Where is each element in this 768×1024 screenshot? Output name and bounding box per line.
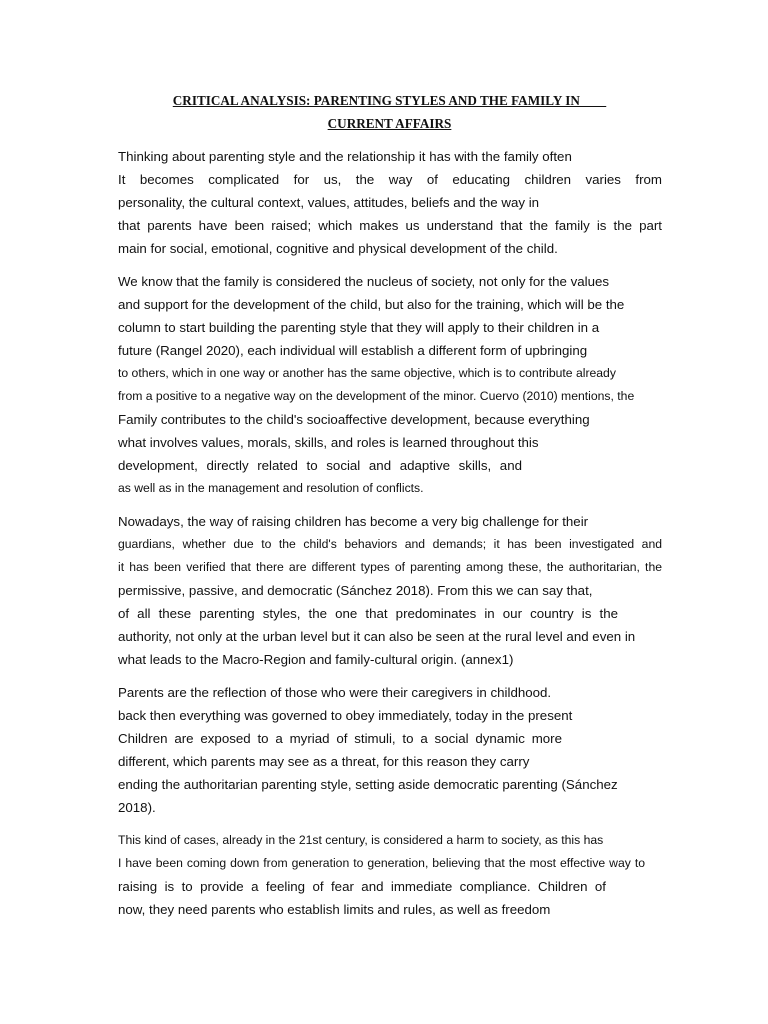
text-line: guardians, whether due to the child's behaviors and demands; it has been investigated and (118, 537, 662, 551)
text-line: development, directly related to social and adaptive skills, and (118, 458, 522, 473)
text-line: to others, which in one way or another has the same objective, which is to contribute already (118, 366, 616, 380)
text-line: Nowadays, the way of raising children has become a very big challenge for their (118, 514, 589, 529)
text-line: personality, the cultural context, values, attitudes, beliefs and the way in (118, 195, 540, 210)
text-line: ending the authoritarian parenting style, setting aside democratic parenting (Sánchez (118, 777, 618, 792)
text-line: permissive, passive, and democratic (Sánchez 2018). From this we can say that, (118, 583, 593, 598)
text-line: it has been verified that there are different types of parenting among these, the authoritarian, the (118, 560, 662, 574)
text-line: Parents are the reflection of those who were their caregivers in childhood. (118, 685, 552, 700)
text-line: future (Rangel 2020), each individual will establish a different form of upbringing (118, 343, 588, 358)
text-line: I have been coming down from generation to generation, believing that the most effective way to (118, 856, 645, 870)
text-line: authority, not only at the urban level but it can also be seen at the rural level and even in (118, 629, 636, 644)
text-line: main for social, emotional, cognitive and physical development of the child. (118, 241, 558, 256)
text-line: column to start building the parenting style that they will apply to their children in a (118, 320, 600, 335)
text-line: We know that the family is considered the nucleus of society, not only for the values (118, 274, 610, 289)
text-line: It becomes complicated for us, the way of educating children varies from (118, 172, 662, 187)
text-line: This kind of cases, already in the 21st century, is considered a harm to society, as this has (118, 833, 604, 847)
text-line: that parents have been raised; which makes us understand that the family is the part (118, 218, 662, 233)
text-line: and support for the development of the child, but also for the training, which will be the (118, 297, 625, 312)
document-title-line-2: CURRENT AFFAIRS (327, 116, 452, 131)
text-line: Family contributes to the child's socioaffective development, because everything (118, 412, 590, 427)
document-title-line-1: CRITICAL ANALYSIS: PARENTING STYLES AND THE FAMILY IN (172, 93, 607, 108)
text-line: 2018). (118, 800, 156, 815)
text-line: what involves values, morals, skills, and roles is learned throughout this (118, 435, 539, 450)
text-line: Children are exposed to a myriad of stimuli, to a social dynamic more (118, 731, 562, 746)
text-line: of all these parenting styles, the one that predominates in our country is the (118, 606, 618, 621)
text-line: Thinking about parenting style and the relationship it has with the family often (118, 149, 572, 164)
text-line: back then everything was governed to obey immediately, today in the present (118, 708, 573, 723)
text-line: different, which parents may see as a threat, for this reason they carry (118, 754, 530, 769)
text-line: as well as in the management and resolution of conflicts. (118, 481, 424, 495)
text-line: what leads to the Macro-Region and family-cultural origin. (annex1) (118, 652, 514, 667)
text-line: now, they need parents who establish limits and rules, as well as freedom (118, 902, 551, 917)
text-line: from a positive to a negative way on the development of the minor. Cuervo (2010) mentions, the (118, 389, 635, 403)
text-line: raising is to provide a feeling of fear and immediate compliance. Children of (118, 879, 606, 894)
